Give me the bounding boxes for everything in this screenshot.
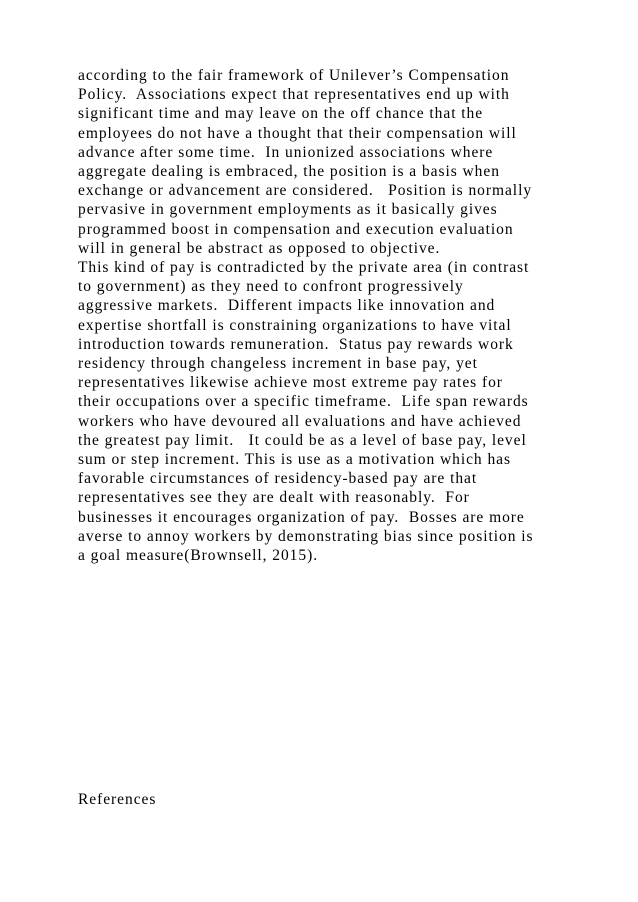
text-line: aggressive markets. Different impacts like innovation and <box>78 297 496 315</box>
text-line: exchange or advancement are considered. Position is normally <box>78 182 533 200</box>
text-line: employees do not have a thought that their compensation will <box>78 124 517 142</box>
text-line: representatives likewise achieve most extreme pay rates for <box>78 374 503 392</box>
text-line: businesses it encourages organization of pay. Bosses are more <box>78 508 525 526</box>
text-line: residency through changeless increment in base pay, yet <box>78 355 478 373</box>
body-text <box>78 66 568 565</box>
text-line: workers who have devoured all evaluations and have achieved <box>78 412 522 430</box>
references-heading: References <box>78 791 157 808</box>
text-line: representatives see they are dealt with reasonably. For <box>78 489 470 507</box>
text-line: Policy. Associations expect that representatives end up with <box>78 86 510 104</box>
text-line: sum or step increment. This is use as a motivation which has <box>78 451 511 469</box>
text-line: programmed boost in compensation and execution evaluation <box>78 220 514 238</box>
text-line: a goal measure(Brownsell, 2015). <box>78 547 319 565</box>
text-line: favorable circumstances of residency-based pay are that <box>78 470 478 488</box>
text-line: the greatest pay limit. It could be as a level of base pay, level <box>78 431 527 449</box>
text-line: expertise shortfall is constraining organizations to have vital <box>78 316 512 334</box>
text-line: pervasive in government employments as it basically gives <box>78 201 498 219</box>
text-line: according to the fair framework of Unilever’s Compensation <box>78 67 510 84</box>
text-line: to government) as they need to confront progressively <box>78 278 464 296</box>
text-line: aggregate dealing is embraced, the position is a basis when <box>78 163 500 181</box>
text-line: This kind of pay is contradicted by the private area (in contrast <box>78 259 530 277</box>
text-line: will in general be abstract as opposed to objective. <box>78 239 441 257</box>
text-line: significant time and may leave on the off chance that the <box>78 105 484 123</box>
text-line: introduction towards remuneration. Status pay rewards work <box>78 335 514 353</box>
text-line: advance after some time. In unionized associations where <box>78 143 494 161</box>
text-line: averse to annoy workers by demonstrating bias since position is <box>78 527 534 545</box>
text-line: their occupations over a specific timeframe. Life span rewards <box>78 393 529 411</box>
